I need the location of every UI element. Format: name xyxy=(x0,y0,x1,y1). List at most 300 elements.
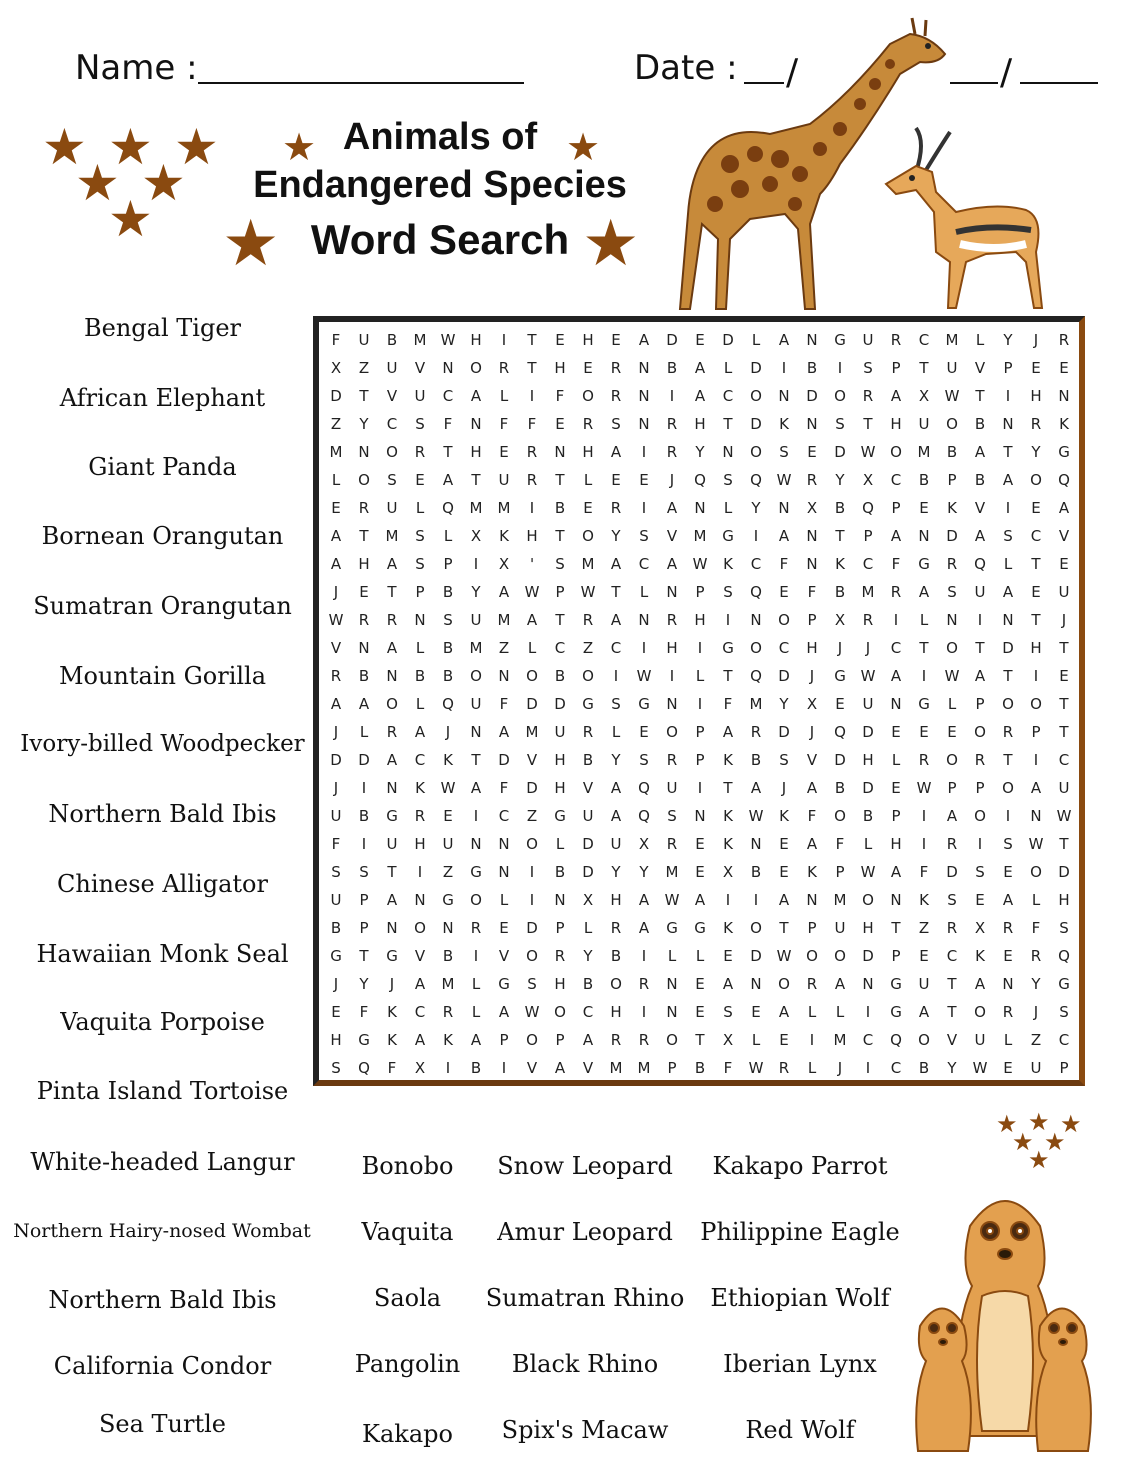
grid-letter[interactable]: V xyxy=(946,1031,958,1049)
grid-letter[interactable]: N xyxy=(638,415,650,433)
grid-letter[interactable]: A xyxy=(890,667,902,685)
grid-letter[interactable]: S xyxy=(415,527,425,545)
grid-letter[interactable]: E xyxy=(891,779,901,797)
grid-letter[interactable]: R xyxy=(806,975,818,993)
grid-letter[interactable]: A xyxy=(470,1031,482,1049)
grid-letter[interactable]: Y xyxy=(359,415,369,433)
grid-letter[interactable]: U xyxy=(918,975,930,993)
grid-letter[interactable]: Y xyxy=(1031,975,1041,993)
grid-letter[interactable]: C xyxy=(1030,527,1042,545)
grid-letter[interactable]: R xyxy=(946,555,958,573)
grid-letter[interactable]: E xyxy=(1031,499,1041,517)
grid-letter[interactable]: E xyxy=(1031,583,1041,601)
grid-letter[interactable]: N xyxy=(1002,975,1014,993)
grid-letter[interactable]: O xyxy=(386,443,398,461)
grid-letter[interactable]: U xyxy=(330,891,342,909)
grid-letter[interactable]: O xyxy=(526,667,538,685)
grid-letter[interactable]: S xyxy=(527,975,537,993)
grid-letter[interactable]: O xyxy=(974,723,986,741)
grid-letter[interactable]: N xyxy=(778,387,790,405)
grid-letter[interactable]: A xyxy=(834,975,846,993)
grid-letter[interactable]: E xyxy=(583,499,593,517)
grid-letter[interactable]: I xyxy=(529,387,535,405)
grid-letter[interactable]: A xyxy=(386,751,398,769)
grid-letter[interactable]: M xyxy=(329,443,343,461)
grid-letter[interactable]: K xyxy=(723,919,733,937)
grid-letter[interactable]: B xyxy=(442,667,454,685)
grid-letter[interactable]: X xyxy=(722,1031,734,1049)
grid-letter[interactable]: T xyxy=(723,779,733,797)
grid-letter[interactable]: A xyxy=(638,919,650,937)
grid-letter[interactable]: L xyxy=(415,695,425,713)
grid-letter[interactable]: O xyxy=(946,415,958,433)
grid-letter[interactable]: I xyxy=(977,835,983,853)
grid-letter[interactable]: L xyxy=(807,1003,817,1021)
grid-letter[interactable]: A xyxy=(1002,583,1014,601)
grid-letter[interactable]: M xyxy=(861,583,875,601)
grid-letter[interactable]: D xyxy=(834,751,846,769)
grid-letter[interactable]: T xyxy=(695,1031,705,1049)
grid-letter[interactable]: U xyxy=(1030,1059,1042,1077)
grid-letter[interactable]: A xyxy=(890,387,902,405)
grid-letter[interactable]: O xyxy=(582,667,594,685)
grid-letter[interactable]: E xyxy=(1003,947,1013,965)
grid-letter[interactable]: R xyxy=(1058,331,1070,349)
grid-letter[interactable]: B xyxy=(358,667,370,685)
grid-letter[interactable]: O xyxy=(526,1031,538,1049)
grid-letter[interactable]: N xyxy=(694,807,706,825)
grid-letter[interactable]: A xyxy=(498,723,510,741)
grid-letter[interactable]: E xyxy=(695,863,705,881)
grid-letter[interactable]: A xyxy=(974,443,986,461)
grid-letter[interactable]: W xyxy=(524,583,540,601)
grid-letter[interactable]: R xyxy=(946,919,958,937)
grid-letter[interactable]: L xyxy=(639,583,649,601)
grid-letter[interactable]: I xyxy=(361,835,367,853)
grid-letter[interactable]: A xyxy=(666,499,678,517)
grid-letter[interactable]: B xyxy=(834,499,846,517)
grid-letter[interactable]: G xyxy=(834,667,846,685)
grid-letter[interactable]: H xyxy=(610,1003,622,1021)
grid-letter[interactable]: U xyxy=(862,331,874,349)
grid-letter[interactable]: N xyxy=(386,919,398,937)
grid-letter[interactable]: N xyxy=(806,891,818,909)
grid-letter[interactable]: E xyxy=(331,1003,341,1021)
grid-letter[interactable]: Q xyxy=(1058,471,1070,489)
grid-letter[interactable]: G xyxy=(1058,975,1070,993)
grid-letter[interactable]: P xyxy=(891,947,901,965)
grid-letter[interactable]: S xyxy=(611,415,621,433)
grid-letter[interactable]: D xyxy=(582,835,594,853)
grid-letter[interactable]: U xyxy=(386,499,398,517)
grid-letter[interactable]: W xyxy=(524,1003,540,1021)
grid-letter[interactable]: F xyxy=(807,583,817,601)
grid-letter[interactable]: R xyxy=(526,443,538,461)
grid-letter[interactable]: H xyxy=(806,639,818,657)
grid-letter[interactable]: E xyxy=(695,331,705,349)
grid-letter[interactable]: W xyxy=(328,611,344,629)
grid-letter[interactable]: L xyxy=(611,723,621,741)
grid-letter[interactable]: J xyxy=(669,471,675,489)
grid-letter[interactable]: N xyxy=(806,555,818,573)
grid-letter[interactable]: I xyxy=(753,527,759,545)
grid-letter[interactable]: N xyxy=(358,639,370,657)
grid-letter[interactable]: N xyxy=(750,611,762,629)
grid-letter[interactable]: E xyxy=(695,975,705,993)
grid-letter[interactable]: E xyxy=(443,807,453,825)
grid-letter[interactable]: S xyxy=(1003,527,1013,545)
grid-letter[interactable]: T xyxy=(359,527,369,545)
grid-letter[interactable]: V xyxy=(498,947,510,965)
grid-letter[interactable]: P xyxy=(891,499,901,517)
grid-letter[interactable]: M xyxy=(525,723,539,741)
grid-letter[interactable]: O xyxy=(750,639,762,657)
grid-letter[interactable]: E xyxy=(779,583,789,601)
grid-letter[interactable]: C xyxy=(414,751,426,769)
grid-letter[interactable]: K xyxy=(723,807,733,825)
grid-letter[interactable]: V xyxy=(806,751,818,769)
grid-letter[interactable]: A xyxy=(610,779,622,797)
grid-letter[interactable]: W xyxy=(748,1059,764,1077)
grid-letter[interactable]: O xyxy=(386,695,398,713)
grid-letter[interactable]: C xyxy=(386,415,398,433)
grid-letter[interactable]: D xyxy=(834,443,846,461)
grid-letter[interactable]: H xyxy=(862,919,874,937)
grid-letter[interactable]: P xyxy=(807,919,817,937)
grid-letter[interactable]: N xyxy=(666,695,678,713)
grid-letter[interactable]: L xyxy=(443,527,453,545)
grid-letter[interactable]: W xyxy=(664,891,680,909)
grid-letter[interactable]: L xyxy=(527,639,537,657)
grid-letter[interactable]: S xyxy=(723,583,733,601)
grid-letter[interactable]: A xyxy=(386,891,398,909)
grid-letter[interactable]: G xyxy=(442,891,454,909)
grid-letter[interactable]: L xyxy=(471,975,481,993)
grid-letter[interactable]: W xyxy=(440,779,456,797)
grid-letter[interactable]: E xyxy=(1059,359,1069,377)
grid-letter[interactable]: K xyxy=(835,555,845,573)
grid-letter[interactable]: N xyxy=(442,359,454,377)
grid-letter[interactable]: O xyxy=(1002,779,1014,797)
grid-letter[interactable]: N xyxy=(1030,807,1042,825)
grid-letter[interactable]: Q xyxy=(694,471,706,489)
grid-letter[interactable]: Q xyxy=(834,723,846,741)
grid-letter[interactable]: N xyxy=(442,919,454,937)
grid-letter[interactable]: E xyxy=(835,695,845,713)
grid-letter[interactable]: A xyxy=(330,555,342,573)
grid-letter[interactable]: O xyxy=(414,919,426,937)
grid-letter[interactable]: M xyxy=(749,695,763,713)
grid-letter[interactable]: A xyxy=(442,471,454,489)
grid-letter[interactable]: Z xyxy=(330,415,342,433)
grid-letter[interactable]: N xyxy=(470,835,482,853)
grid-letter[interactable]: I xyxy=(725,891,731,909)
grid-letter[interactable]: H xyxy=(582,443,594,461)
grid-letter[interactable]: H xyxy=(666,639,678,657)
grid-letter[interactable]: C xyxy=(1058,751,1070,769)
grid-letter[interactable]: T xyxy=(723,667,733,685)
grid-letter[interactable]: P xyxy=(1031,723,1041,741)
grid-letter[interactable]: A xyxy=(526,611,538,629)
grid-letter[interactable]: O xyxy=(946,751,958,769)
grid-letter[interactable]: B xyxy=(666,359,678,377)
grid-letter[interactable]: A xyxy=(386,639,398,657)
grid-letter[interactable]: M xyxy=(637,1059,651,1077)
grid-letter[interactable]: E xyxy=(1003,1059,1013,1077)
grid-letter[interactable]: J xyxy=(1061,611,1067,629)
grid-letter[interactable]: S xyxy=(555,555,565,573)
grid-letter[interactable]: R xyxy=(330,667,342,685)
grid-letter[interactable]: H xyxy=(554,359,566,377)
grid-letter[interactable]: N xyxy=(638,387,650,405)
grid-letter[interactable]: D xyxy=(582,863,594,881)
grid-letter[interactable]: R xyxy=(666,611,678,629)
grid-letter[interactable]: Q xyxy=(890,1031,902,1049)
grid-letter[interactable]: O xyxy=(778,611,790,629)
grid-letter[interactable]: N xyxy=(806,527,818,545)
grid-letter[interactable]: U xyxy=(918,415,930,433)
grid-letter[interactable]: F xyxy=(807,807,817,825)
grid-letter[interactable]: O xyxy=(834,947,846,965)
grid-letter[interactable]: L xyxy=(583,471,593,489)
grid-letter[interactable]: T xyxy=(779,919,789,937)
grid-letter[interactable]: A xyxy=(974,667,986,685)
grid-letter[interactable]: T xyxy=(1003,667,1013,685)
grid-letter[interactable]: T xyxy=(555,471,565,489)
grid-letter[interactable]: N xyxy=(1002,415,1014,433)
grid-letter[interactable]: W xyxy=(580,583,596,601)
grid-letter[interactable]: Y xyxy=(947,1059,957,1077)
grid-letter[interactable]: W xyxy=(440,331,456,349)
grid-letter[interactable]: I xyxy=(473,947,479,965)
grid-letter[interactable]: S xyxy=(1003,835,1013,853)
grid-letter[interactable]: Q xyxy=(974,555,986,573)
grid-letter[interactable]: S xyxy=(611,695,621,713)
grid-letter[interactable]: W xyxy=(860,443,876,461)
grid-letter[interactable]: W xyxy=(944,387,960,405)
grid-letter[interactable]: R xyxy=(946,835,958,853)
grid-letter[interactable]: X xyxy=(918,387,930,405)
grid-letter[interactable]: I xyxy=(641,947,647,965)
grid-letter[interactable]: H xyxy=(554,751,566,769)
grid-letter[interactable]: J xyxy=(445,723,451,741)
grid-letter[interactable]: E xyxy=(1031,359,1041,377)
grid-letter[interactable]: L xyxy=(723,359,733,377)
grid-letter[interactable]: A xyxy=(610,807,622,825)
grid-letter[interactable]: R xyxy=(666,751,678,769)
grid-letter[interactable]: O xyxy=(946,639,958,657)
grid-letter[interactable]: R xyxy=(582,611,594,629)
grid-letter[interactable]: S xyxy=(975,863,985,881)
grid-letter[interactable]: C xyxy=(750,555,762,573)
grid-letter[interactable]: I xyxy=(697,639,703,657)
grid-letter[interactable]: I xyxy=(445,1059,451,1077)
grid-letter[interactable]: X xyxy=(330,359,342,377)
grid-letter[interactable]: A xyxy=(974,975,986,993)
grid-letter[interactable]: X xyxy=(470,527,482,545)
grid-letter[interactable]: J xyxy=(837,639,843,657)
grid-letter[interactable]: R xyxy=(638,975,650,993)
grid-letter[interactable]: I xyxy=(501,1059,507,1077)
grid-letter[interactable]: A xyxy=(638,331,650,349)
grid-letter[interactable]: T xyxy=(555,611,565,629)
grid-letter[interactable]: N xyxy=(666,1003,678,1021)
grid-letter[interactable]: J xyxy=(333,975,339,993)
grid-letter[interactable]: P xyxy=(975,695,985,713)
grid-letter[interactable]: A xyxy=(414,723,426,741)
grid-letter[interactable]: T xyxy=(1003,443,1013,461)
grid-letter[interactable]: M xyxy=(469,639,483,657)
grid-letter[interactable]: T xyxy=(527,331,537,349)
grid-letter[interactable]: R xyxy=(1002,723,1014,741)
grid-letter[interactable]: T xyxy=(359,947,369,965)
grid-letter[interactable]: J xyxy=(809,667,815,685)
grid-letter[interactable]: M xyxy=(497,499,511,517)
grid-letter[interactable]: M xyxy=(665,863,679,881)
grid-letter[interactable]: I xyxy=(529,863,535,881)
grid-letter[interactable]: G xyxy=(918,555,930,573)
grid-letter[interactable]: A xyxy=(1002,891,1014,909)
grid-letter[interactable]: Y xyxy=(779,695,789,713)
grid-letter[interactable]: U xyxy=(1058,583,1070,601)
grid-letter[interactable]: W xyxy=(860,667,876,685)
grid-letter[interactable]: U xyxy=(330,807,342,825)
grid-letter[interactable]: A xyxy=(778,331,790,349)
grid-letter[interactable]: I xyxy=(865,1059,871,1077)
grid-letter[interactable]: T xyxy=(891,919,901,937)
grid-letter[interactable]: P xyxy=(891,359,901,377)
grid-letter[interactable]: O xyxy=(666,723,678,741)
grid-letter[interactable]: N xyxy=(554,891,566,909)
grid-letter[interactable]: C xyxy=(722,387,734,405)
grid-letter[interactable]: I xyxy=(809,1031,815,1049)
grid-letter[interactable]: U xyxy=(386,359,398,377)
grid-letter[interactable]: L xyxy=(891,751,901,769)
grid-letter[interactable]: J xyxy=(333,723,339,741)
grid-letter[interactable]: S xyxy=(1059,919,1069,937)
grid-letter[interactable]: L xyxy=(751,1031,761,1049)
grid-letter[interactable]: F xyxy=(443,415,453,433)
grid-letter[interactable]: S xyxy=(639,527,649,545)
grid-letter[interactable]: Q xyxy=(1058,947,1070,965)
grid-letter[interactable]: B xyxy=(330,919,342,937)
grid-letter[interactable]: X xyxy=(862,471,874,489)
grid-letter[interactable]: F xyxy=(499,415,509,433)
grid-letter[interactable]: R xyxy=(862,611,874,629)
grid-letter[interactable]: B xyxy=(946,443,958,461)
grid-letter[interactable]: O xyxy=(750,919,762,937)
grid-letter[interactable]: A xyxy=(470,779,482,797)
grid-letter[interactable]: U xyxy=(386,835,398,853)
grid-letter[interactable]: D xyxy=(358,751,370,769)
grid-letter[interactable]: O xyxy=(974,807,986,825)
grid-letter[interactable]: C xyxy=(918,331,930,349)
grid-letter[interactable]: I xyxy=(697,695,703,713)
grid-letter[interactable]: J xyxy=(389,975,395,993)
grid-letter[interactable]: K xyxy=(779,415,789,433)
grid-letter[interactable]: I xyxy=(753,891,759,909)
grid-letter[interactable]: I xyxy=(697,779,703,797)
grid-letter[interactable]: M xyxy=(609,1059,623,1077)
grid-letter[interactable]: L xyxy=(975,331,985,349)
grid-letter[interactable]: F xyxy=(359,1003,369,1021)
grid-letter[interactable]: I xyxy=(921,667,927,685)
grid-letter[interactable]: E xyxy=(779,863,789,881)
grid-letter[interactable]: I xyxy=(921,807,927,825)
grid-letter[interactable]: R xyxy=(1002,919,1014,937)
grid-letter[interactable]: F xyxy=(919,863,929,881)
grid-letter[interactable]: E xyxy=(807,443,817,461)
grid-letter[interactable]: T xyxy=(443,443,453,461)
grid-letter[interactable]: F xyxy=(387,1059,397,1077)
grid-letter[interactable]: E xyxy=(919,947,929,965)
grid-letter[interactable]: Z xyxy=(526,807,538,825)
grid-letter[interactable]: H xyxy=(890,835,902,853)
grid-letter[interactable]: O xyxy=(918,1031,930,1049)
grid-letter[interactable]: H xyxy=(1030,639,1042,657)
grid-letter[interactable]: N xyxy=(554,443,566,461)
grid-letter[interactable]: A xyxy=(610,611,622,629)
grid-letter[interactable]: B xyxy=(750,863,762,881)
grid-letter[interactable]: B xyxy=(750,751,762,769)
grid-letter[interactable]: N xyxy=(666,975,678,993)
grid-letter[interactable]: R xyxy=(918,751,930,769)
grid-letter[interactable]: R xyxy=(1030,947,1042,965)
grid-letter[interactable]: H xyxy=(1030,387,1042,405)
grid-letter[interactable]: Q xyxy=(750,583,762,601)
grid-letter[interactable]: L xyxy=(1031,891,1041,909)
grid-letter[interactable]: A xyxy=(890,527,902,545)
grid-letter[interactable]: O xyxy=(890,443,902,461)
grid-letter[interactable]: U xyxy=(1058,779,1070,797)
grid-letter[interactable]: P xyxy=(695,583,705,601)
grid-letter[interactable]: H xyxy=(470,443,482,461)
grid-letter[interactable]: I xyxy=(865,1003,871,1021)
grid-letter[interactable]: R xyxy=(610,359,622,377)
grid-letter[interactable]: G xyxy=(722,527,734,545)
grid-letter[interactable]: B xyxy=(582,751,594,769)
grid-letter[interactable]: T xyxy=(1059,695,1069,713)
grid-letter[interactable]: A xyxy=(1002,471,1014,489)
grid-letter[interactable]: E xyxy=(779,1031,789,1049)
grid-letter[interactable]: R xyxy=(610,1031,622,1049)
grid-letter[interactable]: B xyxy=(610,947,622,965)
grid-letter[interactable]: O xyxy=(470,891,482,909)
grid-letter[interactable]: E xyxy=(891,723,901,741)
grid-letter[interactable]: O xyxy=(666,1031,678,1049)
grid-letter[interactable]: C xyxy=(1058,1031,1070,1049)
grid-letter[interactable]: R xyxy=(638,1031,650,1049)
grid-letter[interactable]: D xyxy=(778,667,790,685)
grid-letter[interactable]: I xyxy=(977,611,983,629)
grid-letter[interactable]: A xyxy=(414,1031,426,1049)
grid-letter[interactable]: B xyxy=(582,975,594,993)
grid-letter[interactable]: G xyxy=(554,807,566,825)
grid-letter[interactable]: P xyxy=(499,1031,509,1049)
grid-letter[interactable]: L xyxy=(723,499,733,517)
grid-letter[interactable]: W xyxy=(916,779,932,797)
grid-letter[interactable]: P xyxy=(695,751,705,769)
grid-letter[interactable]: I xyxy=(893,611,899,629)
grid-letter[interactable]: S xyxy=(667,807,677,825)
grid-letter[interactable]: J xyxy=(1033,1003,1039,1021)
grid-letter[interactable]: Q xyxy=(442,499,454,517)
grid-letter[interactable]: T xyxy=(947,975,957,993)
grid-letter[interactable]: R xyxy=(526,471,538,489)
grid-letter[interactable]: E xyxy=(639,723,649,741)
grid-letter[interactable]: I xyxy=(473,807,479,825)
grid-letter[interactable]: E xyxy=(919,499,929,517)
